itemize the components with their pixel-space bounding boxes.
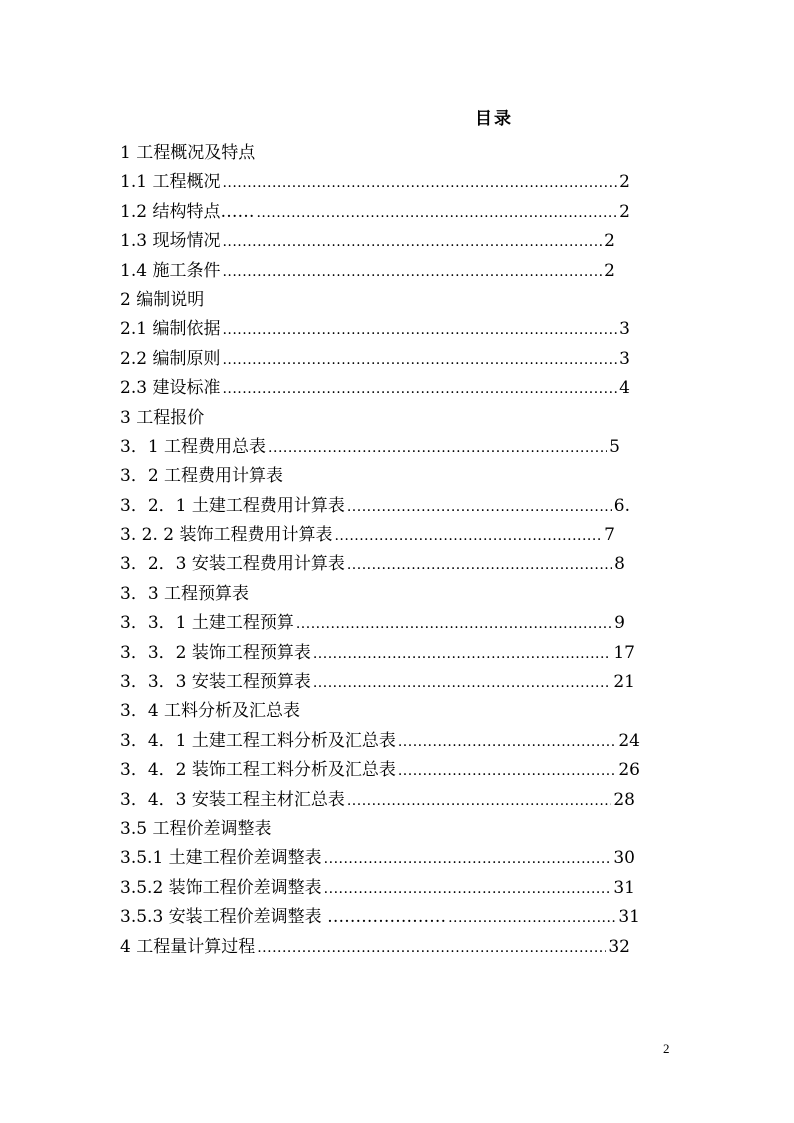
toc-dot-leader bbox=[222, 316, 617, 345]
toc-entry-page-number: 2 bbox=[604, 231, 615, 252]
toc-dot-leader bbox=[347, 787, 612, 816]
toc-dot-leader bbox=[296, 610, 612, 639]
toc-entry[interactable] bbox=[120, 727, 640, 756]
toc-entry-page-number: 26 bbox=[618, 760, 640, 781]
toc-dot-leader bbox=[324, 875, 612, 904]
toc-dot-leader bbox=[256, 199, 617, 228]
toc-dot-leader bbox=[313, 669, 612, 698]
toc-entry-page-number: 28 bbox=[613, 789, 635, 810]
toc-entry-label: 1.2 结构特点…… bbox=[120, 201, 255, 222]
toc-entry-label: 3．2 工程费用计算表 bbox=[120, 466, 284, 487]
toc-dot-leader bbox=[347, 493, 612, 522]
toc-section-heading[interactable] bbox=[120, 580, 650, 609]
toc-dot-leader bbox=[222, 169, 617, 198]
toc-entry-label: 1 工程概况及特点 bbox=[120, 143, 256, 163]
toc-entry[interactable] bbox=[120, 756, 640, 785]
page-title: 目录 bbox=[475, 109, 513, 129]
toc-entry-page-number: 30 bbox=[613, 848, 635, 869]
toc-entry-page-number: 2 bbox=[619, 172, 630, 193]
toc-dot-leader bbox=[334, 522, 602, 551]
toc-entry-label: 3．3．2 装饰工程预算表 bbox=[120, 642, 311, 663]
toc-entry[interactable] bbox=[120, 374, 630, 403]
toc-entry-label: 2.3 建设标准 bbox=[120, 378, 221, 399]
toc-entry-label: 2 编制说明 bbox=[120, 289, 205, 310]
toc-dot-leader bbox=[448, 904, 616, 933]
toc-entry-label: 3．4．1 土建工程工料分析及汇总表 bbox=[120, 730, 396, 751]
toc-entry-label: 3．2．1 土建工程费用计算表 bbox=[120, 495, 345, 516]
toc-entry[interactable] bbox=[120, 168, 630, 197]
toc-entry-label: 3．3．1 土建工程预算 bbox=[120, 613, 294, 634]
toc-entry-page-number: 3 bbox=[619, 348, 630, 369]
toc-entry-label: 3．3 工程预算表 bbox=[120, 583, 250, 604]
toc-entry-label: 3．1 工程费用总表 bbox=[120, 436, 267, 457]
toc-entry[interactable] bbox=[120, 903, 640, 932]
toc-entry[interactable] bbox=[120, 639, 635, 668]
toc-entry-label: 3．4．3 安装工程主材汇总表 bbox=[120, 789, 345, 810]
toc-entry-label: 4 工程量计算过程 bbox=[120, 936, 256, 957]
toc-entry-page-number: 31 bbox=[618, 907, 640, 928]
toc-entry[interactable] bbox=[120, 668, 635, 697]
toc-entry-label: 1.4 施工条件 bbox=[120, 260, 221, 281]
toc-section-heading[interactable] bbox=[120, 404, 650, 433]
toc-entry-page-number: 3 bbox=[619, 319, 630, 340]
toc-entry-label: 1.3 现场情况 bbox=[120, 231, 221, 252]
toc-entry-page-number: 2 bbox=[619, 201, 630, 222]
toc-dot-leader bbox=[222, 228, 602, 257]
toc-dot-leader bbox=[398, 728, 617, 757]
toc-entry-page-number: 5 bbox=[609, 436, 620, 457]
toc-entry-label: 3．4．2 装饰工程工料分析及汇总表 bbox=[120, 760, 396, 781]
toc-section-heading[interactable] bbox=[120, 697, 650, 726]
toc-dot-leader bbox=[222, 375, 617, 404]
toc-section-heading[interactable] bbox=[120, 815, 650, 844]
toc-entry-label: 3.5 工程价差调整表 bbox=[120, 818, 272, 839]
toc-dot-leader bbox=[222, 258, 602, 287]
toc-entry-page-number: 7 bbox=[604, 525, 615, 546]
toc-dot-leader bbox=[324, 845, 612, 874]
toc-entry-page-number: 2 bbox=[604, 260, 615, 281]
toc-entry-label: 3．3．3 安装工程预算表 bbox=[120, 672, 311, 693]
toc-entry[interactable] bbox=[120, 198, 630, 227]
footer-page-number: 2 bbox=[663, 1041, 670, 1056]
toc-dot-leader bbox=[398, 757, 617, 786]
toc-entry[interactable] bbox=[120, 844, 635, 873]
toc-entry-page-number: 21 bbox=[613, 672, 635, 693]
toc-entry-page-number: 32 bbox=[608, 936, 630, 957]
toc-entry-label: 3.5.3 安装工程价差调整表 ………………… bbox=[120, 907, 447, 928]
toc-entry-page-number: 8 bbox=[614, 554, 625, 575]
toc-entry[interactable] bbox=[120, 933, 630, 962]
toc-entry-label: 3．4 工料分析及汇总表 bbox=[120, 701, 301, 722]
toc-entry-page-number: 31 bbox=[613, 877, 635, 898]
toc-entry-page-number: 17 bbox=[613, 642, 635, 663]
toc-entry[interactable] bbox=[120, 786, 635, 815]
toc-dot-leader bbox=[347, 551, 612, 580]
toc-entry[interactable] bbox=[120, 874, 635, 903]
toc-dot-leader bbox=[257, 934, 606, 963]
toc-entry-label: 3.5.1 土建工程价差调整表 bbox=[120, 848, 322, 869]
toc-entry[interactable] bbox=[120, 550, 625, 579]
toc-entry[interactable] bbox=[120, 521, 615, 550]
toc-entry-label: 1.1 工程概况 bbox=[120, 172, 221, 193]
toc-entry[interactable] bbox=[120, 492, 630, 521]
toc-entry-label: 3.5.2 装饰工程价差调整表 bbox=[120, 877, 322, 898]
toc-section-heading[interactable] bbox=[120, 139, 650, 168]
toc-entry[interactable] bbox=[120, 257, 615, 286]
toc-entry-label: 3 工程报价 bbox=[120, 407, 205, 428]
toc-entry[interactable] bbox=[120, 227, 615, 256]
toc-dot-leader bbox=[313, 640, 612, 669]
toc-section-heading[interactable] bbox=[120, 286, 650, 315]
table-of-contents bbox=[120, 139, 650, 962]
toc-entry-label: 2.1 编制依据 bbox=[120, 319, 221, 340]
toc-entry-page-number: 6. bbox=[613, 495, 630, 516]
toc-entry[interactable] bbox=[120, 609, 625, 638]
toc-entry-label: 3. 2. 2 装饰工程费用计算表 bbox=[120, 525, 333, 546]
toc-entry[interactable] bbox=[120, 345, 630, 374]
toc-entry-label: 3．2．3 安装工程费用计算表 bbox=[120, 554, 345, 575]
toc-entry-page-number: 4 bbox=[619, 378, 630, 399]
toc-entry-page-number: 9 bbox=[614, 613, 625, 634]
toc-dot-leader bbox=[222, 346, 617, 375]
toc-dot-leader bbox=[268, 434, 607, 463]
toc-entry-label: 2.2 编制原则 bbox=[120, 348, 221, 369]
toc-section-heading[interactable] bbox=[120, 462, 650, 491]
toc-entry[interactable] bbox=[120, 315, 630, 344]
toc-entry-page-number: 24 bbox=[618, 730, 640, 751]
toc-entry[interactable] bbox=[120, 433, 620, 462]
